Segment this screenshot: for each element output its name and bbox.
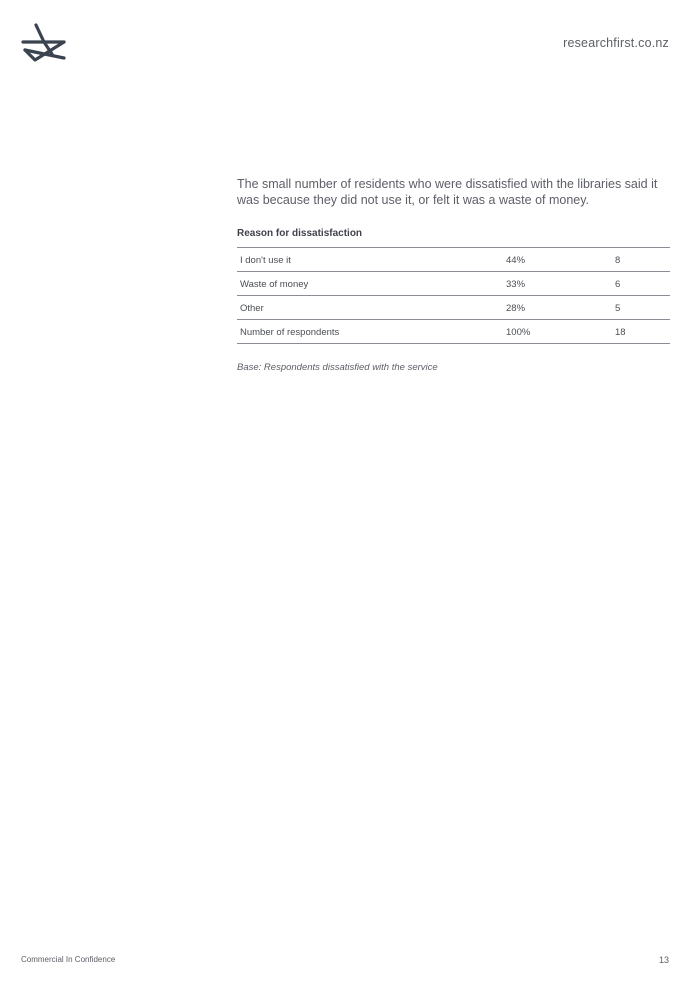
row-percent: 44% bbox=[506, 255, 526, 266]
table-row bbox=[237, 248, 670, 272]
confidentiality-note: Commercial In Confidence bbox=[21, 955, 116, 964]
row-percent: 100% bbox=[506, 327, 531, 338]
row-count: 6 bbox=[615, 279, 621, 290]
site-url[interactable]: researchfirst.co.nz bbox=[563, 36, 669, 50]
research-first-logo-icon bbox=[20, 22, 68, 64]
page-number: 13 bbox=[658, 955, 669, 965]
base-note: Base: Respondents dissatisfied with the service bbox=[237, 362, 438, 373]
intro-paragraph: The small number of residents who were dissatisfied with the libraries said it was because they did not use it, or felt it was a waste of money. bbox=[237, 177, 658, 207]
row-label: Number of respondents bbox=[240, 327, 340, 338]
main-content bbox=[237, 176, 670, 373]
row-label: Waste of money bbox=[240, 279, 309, 290]
table-row bbox=[237, 296, 670, 320]
table-row bbox=[237, 272, 670, 296]
row-percent: 33% bbox=[506, 279, 526, 290]
table-row-total bbox=[237, 320, 670, 344]
row-percent: 28% bbox=[506, 303, 526, 314]
row-count: 18 bbox=[615, 327, 626, 338]
row-label: I don't use it bbox=[240, 255, 291, 266]
row-label: Other bbox=[240, 303, 264, 314]
row-count: 5 bbox=[615, 303, 621, 314]
dissatisfaction-table bbox=[237, 248, 670, 344]
row-count: 8 bbox=[615, 255, 621, 266]
table-title: Reason for dissatisfaction bbox=[237, 228, 670, 248]
